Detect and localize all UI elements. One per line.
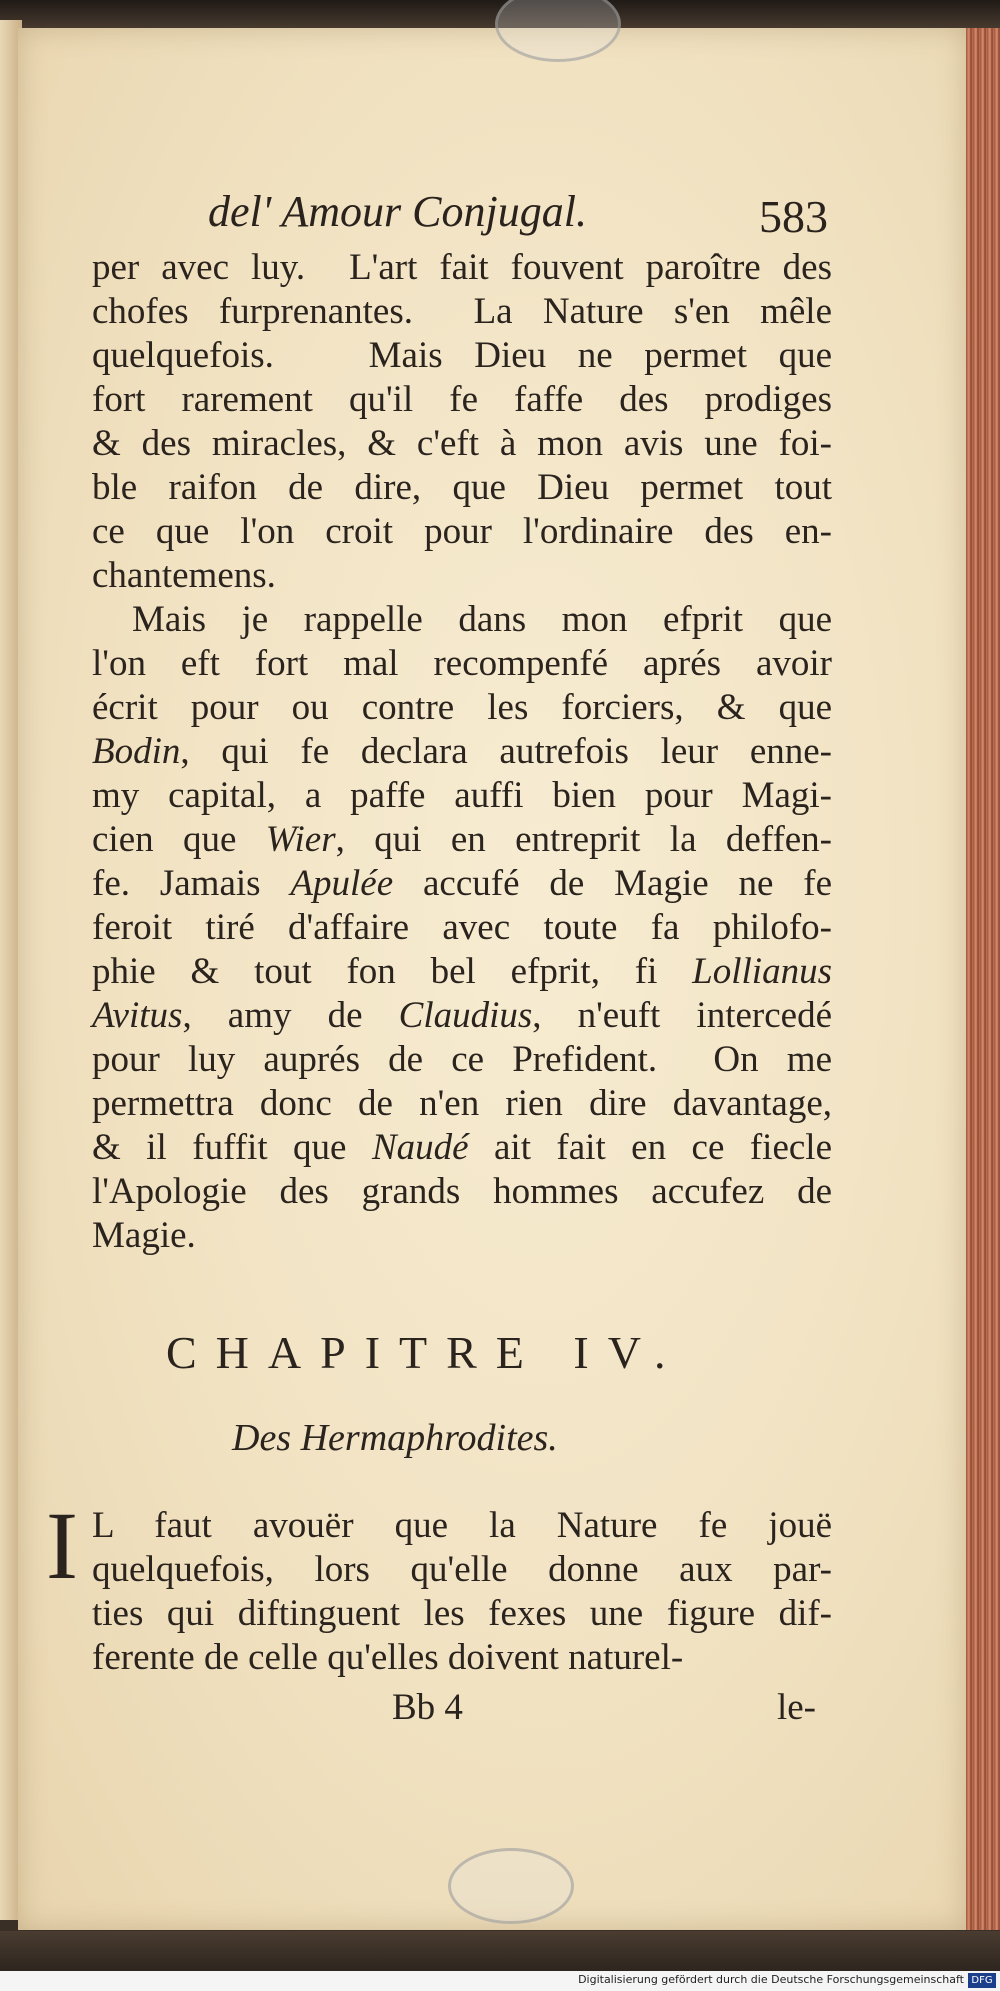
text-line [92, 466, 832, 510]
text-segment: quelquefois, lors qu'elle donne aux par- [92, 1549, 832, 1590]
italic-name: Claudius [398, 995, 533, 1036]
text-line [92, 1548, 832, 1592]
text-line [92, 1504, 832, 1548]
text-line [92, 290, 832, 334]
text-segment: quelquefois. Mais Dieu ne permet que [92, 335, 832, 376]
text-segment: chantemens. [92, 555, 276, 596]
italic-name: Avitus [92, 995, 183, 1036]
text-segment: Magie. [92, 1215, 196, 1256]
text-segment: chofes furprenantes. La Nature s'en mêle [92, 291, 832, 332]
text-segment: ce que l'on croit pour l'ordinaire des en- [92, 511, 832, 552]
text-segment: permettra donc de n'en rien dire davantage, [92, 1083, 832, 1124]
chapter-heading: CHAPITRE IV. [166, 1327, 685, 1378]
text-line [92, 1126, 832, 1170]
text-line [92, 642, 832, 686]
text-line [92, 1592, 832, 1636]
text-segment: & il fuffit que [92, 1127, 372, 1168]
text-line [92, 422, 832, 466]
dfg-logo: DFG [968, 1973, 996, 1988]
text-segment: Mais je rappelle dans mon efprit que [132, 599, 832, 640]
page-fore-edge [966, 28, 1000, 1930]
text-line [92, 862, 832, 906]
text-line [92, 1214, 832, 1258]
catchword: le- [776, 1687, 816, 1728]
running-head-title: del' Amour Conjugal. [208, 187, 587, 236]
italic-name: Naudé [371, 1127, 469, 1168]
text-segment: , qui en entreprit la deffen- [335, 819, 833, 860]
signature-mark: Bb 4 [392, 1687, 463, 1728]
text-segment: pour luy auprés de ce Prefident. On me [92, 1039, 832, 1080]
text-segment: accufé de Magie ne fe [393, 863, 833, 904]
text-line [92, 818, 832, 862]
text-segment: ait fait en ce fiecle [468, 1127, 833, 1168]
text-line [92, 1082, 832, 1126]
italic-name: Wier [265, 819, 336, 860]
italic-name: Lollianus [692, 951, 832, 992]
text-segment: fe. Jamais [92, 863, 291, 904]
drop-cap: I [46, 1492, 78, 1599]
text-line [92, 510, 832, 554]
text-segment: my capital, a paffe auffi bien pour Magi- [92, 775, 832, 816]
text-segment: phie & tout fon bel efprit, fi [92, 951, 693, 992]
text-segment: l'on eft fort mal recompenfé aprés avoir [92, 643, 832, 684]
text-segment: , qui fe declara autrefois leur enne- [180, 731, 832, 772]
text-line [92, 1038, 832, 1082]
text-line [92, 598, 832, 642]
text-segment: feroit tiré d'affaire avec toute fa philofo- [92, 907, 832, 948]
paragraph-1 [92, 246, 832, 598]
signature-line [92, 1686, 832, 1730]
bottom-book-clip [448, 1848, 574, 1924]
text-line [92, 1636, 832, 1680]
text-segment: fort rarement qu'il fe faffe des prodiges [92, 379, 832, 420]
text-line [92, 246, 832, 290]
text-segment: écrit pour ou contre les forciers, & que [92, 687, 832, 728]
text-segment: ferente de celle qu'elles doivent naturel- [92, 1637, 684, 1678]
text-segment: ties qui diftinguent les fexes une figure dif- [92, 1593, 832, 1634]
text-segment: cien que [92, 819, 266, 860]
text-segment: , amy de [182, 995, 399, 1036]
running-head [168, 178, 828, 248]
text-line [92, 334, 832, 378]
footer-credit: Digitalisierung gefördert durch die Deutsche Forschungsgemeinschaft [578, 1973, 964, 1986]
text-line [92, 1170, 832, 1214]
text-line [92, 686, 832, 730]
chapter-subtitle: Des Hermaphrodites. [232, 1417, 558, 1459]
text-segment: L faut avouër que la Nature fe jouë [92, 1505, 832, 1546]
footer-bar [0, 1971, 1000, 1991]
text-segment: ble raifon de dire, que Dieu permet tout [92, 467, 832, 508]
book-page [18, 28, 966, 1930]
text-line [92, 554, 832, 598]
paragraph-2 [92, 598, 832, 1258]
text-segment: per avec luy. L'art fait fouvent paroître des [92, 247, 832, 288]
text-line [92, 774, 832, 818]
page-number: 583 [759, 191, 828, 242]
text-line [92, 906, 832, 950]
text-segment: & des miracles, & c'eft à mon avis une foi- [92, 423, 832, 464]
italic-name: Apulée [290, 863, 394, 904]
italic-name: Bodin [92, 731, 181, 772]
text-segment: , n'euft intercedé [532, 995, 832, 1036]
text-line [92, 730, 832, 774]
chapter-paragraph [92, 1504, 832, 1680]
text-line [92, 378, 832, 422]
text-segment: l'Apologie des grands hommes accufez de [92, 1171, 832, 1212]
text-line [92, 994, 832, 1038]
body-text [92, 246, 832, 1258]
text-line [92, 950, 832, 994]
